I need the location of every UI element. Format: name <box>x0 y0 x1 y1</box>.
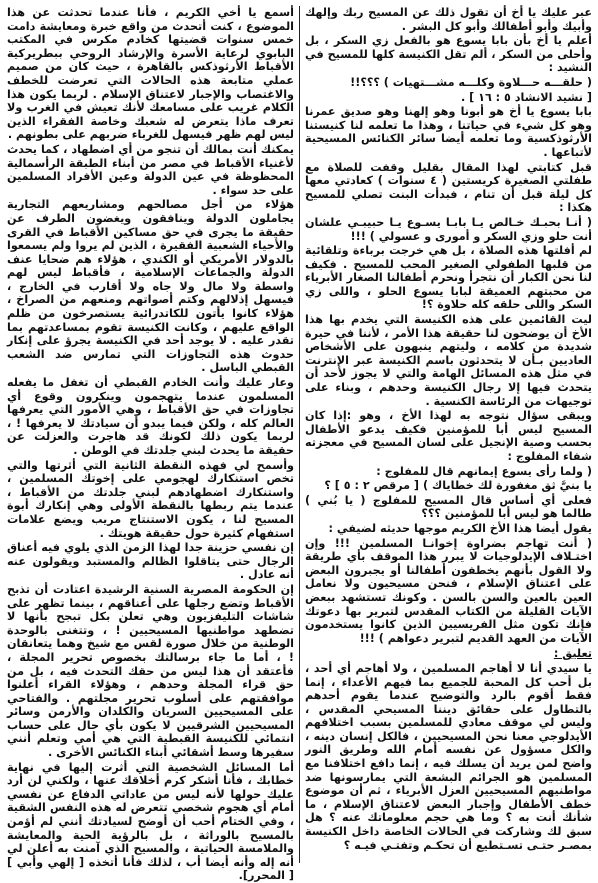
paragraph: هؤلاء من أجل مصالحهم ومشاريعهم التجارية يجاملون الدولة وينافقون ويغضون الطرف عن حقيقة ما يجرى في حق مساكين الأقباط في القرى والأحياء الشعبية الفقيرة ، الذين لم يروا ولم يسمعوا بالدولار الأمريكي أو الكندي ، هؤلاء هم ضحايا عنف الدولة والجماعات الإسلامية ، فأقباط ليس لهم واسطة ولا مال ولا جاه ولا أقارب في الخارج ، فيسهل إذلالهم وكتم أصواتهم ومنعهم من الصراخ ، هؤلاء كانوا يأتون للكاتدرائية يستصرخون من ظلم الواقع عليهم ، وكانت الكنيسة تقوم بمساعدتهم بما تقدر عليه . لا يوجد أحد في الكنيسة يجرؤ على إنكار حدوث هذه التجاوزات التي تمارس ضد الشعب القبطي الباسل . <box>7 198 294 375</box>
column-divider <box>299 6 300 863</box>
scripture-quote: ( حلقـــه حـــلاوة وكلـــه مشـــتهيات ) ؟؟؟!! <box>350 75 592 89</box>
paragraph: إن نفسي حزينة جدا لهذا الزمن الذي يلوي فيه أعناق الرجال حتى يتاقلوا الظالم والمستبد ويقولون عنه أنه عادل . <box>7 541 294 582</box>
paragraph: يا سيدي أنا لا أهاجم المسلمين ، ولا أهاجم أي أحد ، بل أحب كل المحبة للجميع بما فيهم الأعداء ، إنما فقط أقوم بالرد والتوضيح عندما يقوم أحدهم بالتطاول على حقائق ديننا المسيحي المقدس ، وليس لي موقف معادي للمسلمين بسبب اختلافهم الأيدلوجي معنا نحن المسيحيين ، فالكل إنسان دينه ، والكل مسؤول عن نفسه أمام الله وطريق النور واضح لمن يريد أن يسلك فيه ، إنما دافع اختلافنا مع المسلمين هو الجرائم البشعة التي يمارسونها ضد مواطنيهم المسيحيين العزل الأبرياء ، ثم أن موضوع خطف الأطفال وإجبار البعض لاعتناق الإسلام ، ما شأنك أنت به ؟ وما هي حجم معلوماتك عنه ؟ هل سبق لك وشاركت في الحالات الخاصة داخل الكنيسة بمصـر حتـى تسـتطيع أن تحكـم وتفتـي فيـه ؟ <box>305 661 592 852</box>
paragraph: أما المسائل الشخصية التي أثرت إليها في نهاية خطابك ، فأنا أشكر كرم أخلاقك عنها ، ولكني لن أرد عليك حولها لأنه ليس من عاداتي الدفاع عن نفسي أمام أي هجوم شخصي تتعرض له هذه النفس الشقية ، وفي الختام أحب أن أوضح لسيادتك أنني لم أؤمن بالمسيح بالوراثة ، بل بالرؤية الحية والمعايشة والملامسة الحياتية ، والمسيح الذي آمنت به أعلن لي أنه إله وأنه أيضا أب ، لذلك فأنا أتخذه [ إلهي وأبي ] [ المحرر]. <box>7 760 294 883</box>
paragraph: قبل كتابتي لهذا المقال بقليل وقفت للصلاة مع طفلتي الصغيرة كريستين ( ٤ سنوات ) كعادتي معها كل ليلة قبل أن تنام ، فبدأت البنت تصلي للمسيح هكذا : <box>305 160 592 215</box>
right-column <box>300 6 592 863</box>
scripture-reference: [ نشيد الانشاد ٥ : ١٦ ] . <box>460 90 592 104</box>
paragraph: بابا يسوع يا أخ هو أبونا وهو إلهنا وهو صديق عمرنا وهو كل شيء في حياتنا ، وهذا ما تعلمه لنا كنيستنا الأرثوذكسية وما تعلمه أيضا سائر الكنائس المسيحية لأتباعها . <box>305 105 592 159</box>
paragraph: إن الحكومة المصرية السنية الرشيدة اعتادت أن تذبح الأقباط وتضع رجلها على أعناقهم ، بينما تظهر على شاشات التليفزيون وهي تعلن بكل تبجح بأنها لا تضطهد مواطنيها المسيحيين ! ، وتتغنى بالوحدة الوطنية من خلال صورة لقس مع شيخ وهما يتعانقان ! ، أما ما جاء برسالتك بخصوص تحرير المجلة ، فأعتقد أن هذا ليس من حقك التحدث فيه ، بل من حق قراء المجلة وحدهم ، وهؤلاء القراء أعلنوا موافقتهم على أسلوب تحرير مجلتهم . والفتاحي على المسيحيين السريان والكلدان والأرمن وسائر المسيحيين الشرقيين لا يكون بأي حال على حساب انتمائي للكنيسة القبطية التي هي أمي وتعلم أنني سفيرها وسط أشقائي أبناء الكنائس الأخرى . <box>7 582 294 760</box>
paragraph: وعار عليك وأنت الخادم القبطي أن تغفل ما يفعله المسلمون عندما يتهجمون وينكرون وقوع أي تجاوزات في حق الأقباط ، وهي الأمور التي يعرفها العالم كله ، ولكن فيما يبدو أن سيادتك لا يعرفها ! ، لربما يكون ذلك لكونك قد هاجرت والعزلت عن حقيقة ما يحدث لبني جلدتك في الوطن . <box>7 376 294 457</box>
paragraph: عبر عليك يا أخ أن تقول ذلك عن المسيح ربك وإلهك وأبيك وأبو أطفالك وأبو كل البشر . <box>305 6 592 33</box>
letter-quote: ( أنت تهاجم بضراوة إخوانـا المسلمين !!! وإن اختـلاف الإيدلوجيات لا يبرر هذا الموقف بأي طريقة ولا القول بأنهم يخطفون أطفالنا أو يجبرون البعض على اعتناق الإسلام ، فنحن مسيحيون ولا نعامل العين بالعين والسن بالسن . وكونك تستشهد ببعض الآيات القليلة من الكتاب المقدس لتبرير بها دعوتك فإنك تكون مثل الفريسيين الذين كانوا يستخدمون الآيات من العهد القديم لتبرير دعواهم ) !!! <box>305 536 592 645</box>
paragraph: ويبقى سؤال نتوجه به لهذا الأخ ، وهو :إذا كان المسيح ليس أبا للمؤمنين فكيف يدعو الأطفال بحسب وصية الإنجيل على لسان المسيح في معجزته شفاء المفلوج : <box>305 409 592 463</box>
paragraph: أعلم يا أخ بأن بابا يسوع هو بالفعل زي السكر ، بل وأحلى من السكر ، ألم تقل الكنيسة كلها للمسيح في النشيد : <box>305 34 592 75</box>
paragraph: ليت القائمين على هذه الكنيسة التي يخدم بها هذا الأخ أن يوضحون لنا حقيقة هذا الأمر ، لأننا في حيرة شديدة من كلامه ، وليتهم ينبهون على الأشخاص العاديين بـأن لا يتحدثون باسم الكنيسة عبر الإنترنت في مثل هذه المسائل الهامة والتي لا يجوز لأحد أن يتحدث فيها إلا رجال الكنيسة وحدهم ، وبناء على توجيهات من الرئاسة الكنسية . <box>305 313 592 408</box>
scripture-quote: يا بنيَّ ثق مغفورة لك خطاياك ) [ مرقص ٢ : ٥ ] ؟ <box>324 479 592 493</box>
scripture-quote: ( ولما رأى يسوع إيمانهم قال للمفلوج : <box>376 464 592 478</box>
paragraph: أسمع يا أخي الكريم ، فأنا عندما تحدثت عن هذا الموضوع ، كنت أتحدث من واقع خبرة ومعايشة دامت خمس سنوات قضيتها كخادم مكرس في المكتب البابوي لرعاية الأسرة والإرشاد الروحي ببطريركية الأقباط الأرثوذكس بالقاهرة ، حيث كان من صميم عملي متابعة هذه الحالات التي تعرضت للخطف والاغتصاب والإجبار لاعتناق الإسلام . لربما يكون هذا الكلام غريب على مسامعك لأنك تعيش في الغرب ولا تعرف ماذا يتعرض له شعبك وخاصة الفقراء الذين ليس لهم ظهر فيسهل للغرباء ضربهم على بطونهم . <box>7 6 294 142</box>
paragraph: وأسمح لي فهذه النقطة الثانية التي أثرتها والتي تخص استنكارك لهجومي على إخوتك المسلمين ، واستنكارك اضطهادهم لبني جلدتك من الأقباط ، عندما يتم ربطها بالنقطة الأولى وهي إنكارك أبوة المسيح لنا ، يكون الاستنتاج مريب ويضع علامات استفهام كثيرة حول حقيقة هويتك . <box>7 458 294 540</box>
comment-heading: تعليق : <box>553 647 592 661</box>
paragraph: فعلى أي أساس قال المسيح للمفلوج ( يا بُني ) طالما هو ليس أبا للمؤمنين ؟؟؟ <box>305 493 592 521</box>
left-column <box>7 6 299 883</box>
paragraph: لم أفلتها هذه الصلاة ، بل هي خرجت برباءة وتلقائية من قلبها الطفولي الصغير المحب للمسيح . فكيف لنا نحن الكبار أن نتجرأ ونحرم أطفالنا الصغار الأبرياء من محبتهم العميقة لبابا يسوع الحلو ، واللى زي السكر واللى حلقه كله حلاوة ؟! <box>305 244 592 312</box>
paragraph: يمكنك أنت بمالك أن تنجو من أي اضطهاد ، كما يحدث لأغنياء الأقباط في مصر من أبناء الطبقة الرأسمالية المحظوظة في عين الدولة وعين الأفراد المسلمين على حد سواء . <box>7 142 294 197</box>
prayer-quote: ( أنـا بحبـك خـالص يـا بابـا يسـوع يـا حبيبـي علشان أنت حلو وزي السكر و أمورى و عسولي ) !!! <box>305 215 592 243</box>
paragraph: يقول أيضا هذا الأخ الكريم موجها حديثه لضيفي : <box>328 521 592 535</box>
